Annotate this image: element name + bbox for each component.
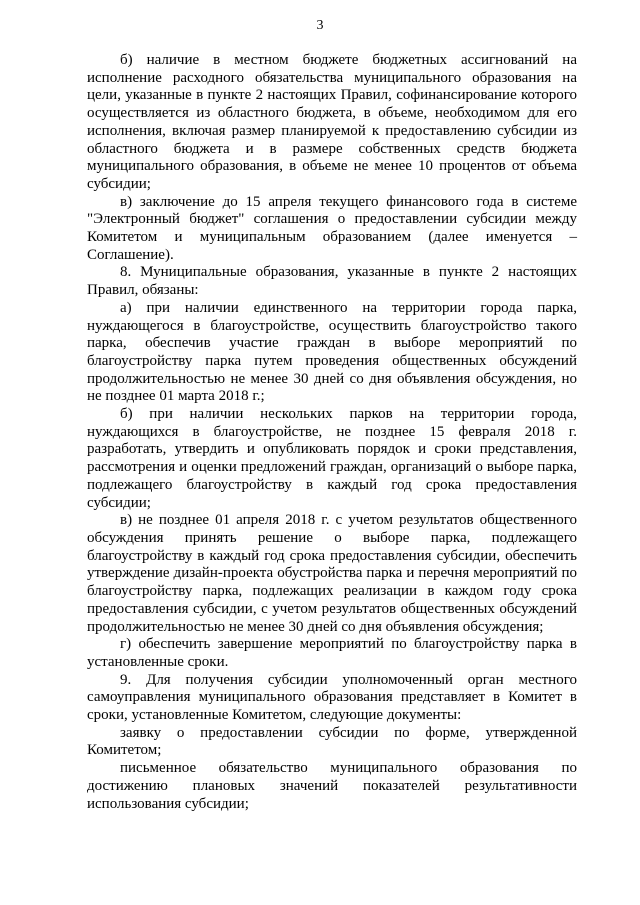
paragraph-section-9: 9. Для получения субсидии уполномоченный орган местного самоуправления муниципального образования представляет в Комитет в сроки, установленные Комитетом, следующие документы: bbox=[87, 671, 577, 724]
paragraph-single-park: а) при наличии единственного на территории города парка, нуждающегося в благоустройстве, осуществить благоустройство такого парка, обеспечив участие граждан в выборе мероприятий по благоустройству парка путем проведения общественных обсуждений продолжительностью не менее 30 дней со дня объявления обсуждения, но не позднее 01 марта 2018 г.; bbox=[87, 299, 577, 405]
paragraph-completion: г) обеспечить завершение мероприятий по благоустройству парка в установленные сроки. bbox=[87, 636, 577, 670]
paragraph-section-8: 8. Муниципальные образования, указанные в пункте 2 настоящих Правил, обязаны: bbox=[87, 264, 577, 299]
paragraph-park-decision: в) не позднее 01 апреля 2018 г. с учетом результатов общественного обсуждения принять решение о выборе парка, подлежащего благоустройству в каждый год срока предоставления субсидии, обеспечить утверждение дизайн-проекта обустройства парка и перечня мероприятий по благоустройству парка, подлежащих реализации в каждом году срока предоставления субсидии, с учетом результатов общественных обсуждений продолжительностью не менее 30 дней со дня объявления обсуждения; bbox=[87, 512, 577, 635]
paragraph-multiple-parks: б) при наличии нескольких парков на территории города, нуждающихся в благоустройстве, не позднее 15 февраля 2018 г. разработать, утвердить и опубликовать порядок и сроки представления, рассмотрения и оценки предложений граждан, организаций о выборе парка, подлежащего благоустройству в каждый год срока предоставления субсидии; bbox=[87, 406, 577, 511]
page-number: 3 bbox=[316, 18, 324, 33]
paragraph-application: заявку о предоставлении субсидии по форме, утвержденной Комитетом; bbox=[87, 724, 577, 759]
paragraph-written-obligation: письменное обязательство муниципального образования по достижению плановых значений показателей результативности использования субсидии; bbox=[87, 760, 577, 812]
paragraph-budget-allocations: б) наличие в местном бюджете бюджетных ассигнований на исполнение расходного обязательства муниципального образования на цели, указанные в пункте 2 настоящих Правил, софинансирование которого осуществляется из областного бюджета, в объеме, необходимом для его исполнения, включая размер планируемой к предоставлению субсидии из областного бюджета и в размере собственных средств бюджета муниципального образования, в объеме не менее 10 процентов от объема субсидии; bbox=[87, 52, 577, 192]
document-body bbox=[87, 52, 577, 813]
paragraph-agreement: в) заключение до 15 апреля текущего финансового года в системе "Электронный бюджет" соглашения о предоставлении субсидии между Комитетом и муниципальным образованием (далее именуется – Соглашение). bbox=[87, 193, 577, 263]
